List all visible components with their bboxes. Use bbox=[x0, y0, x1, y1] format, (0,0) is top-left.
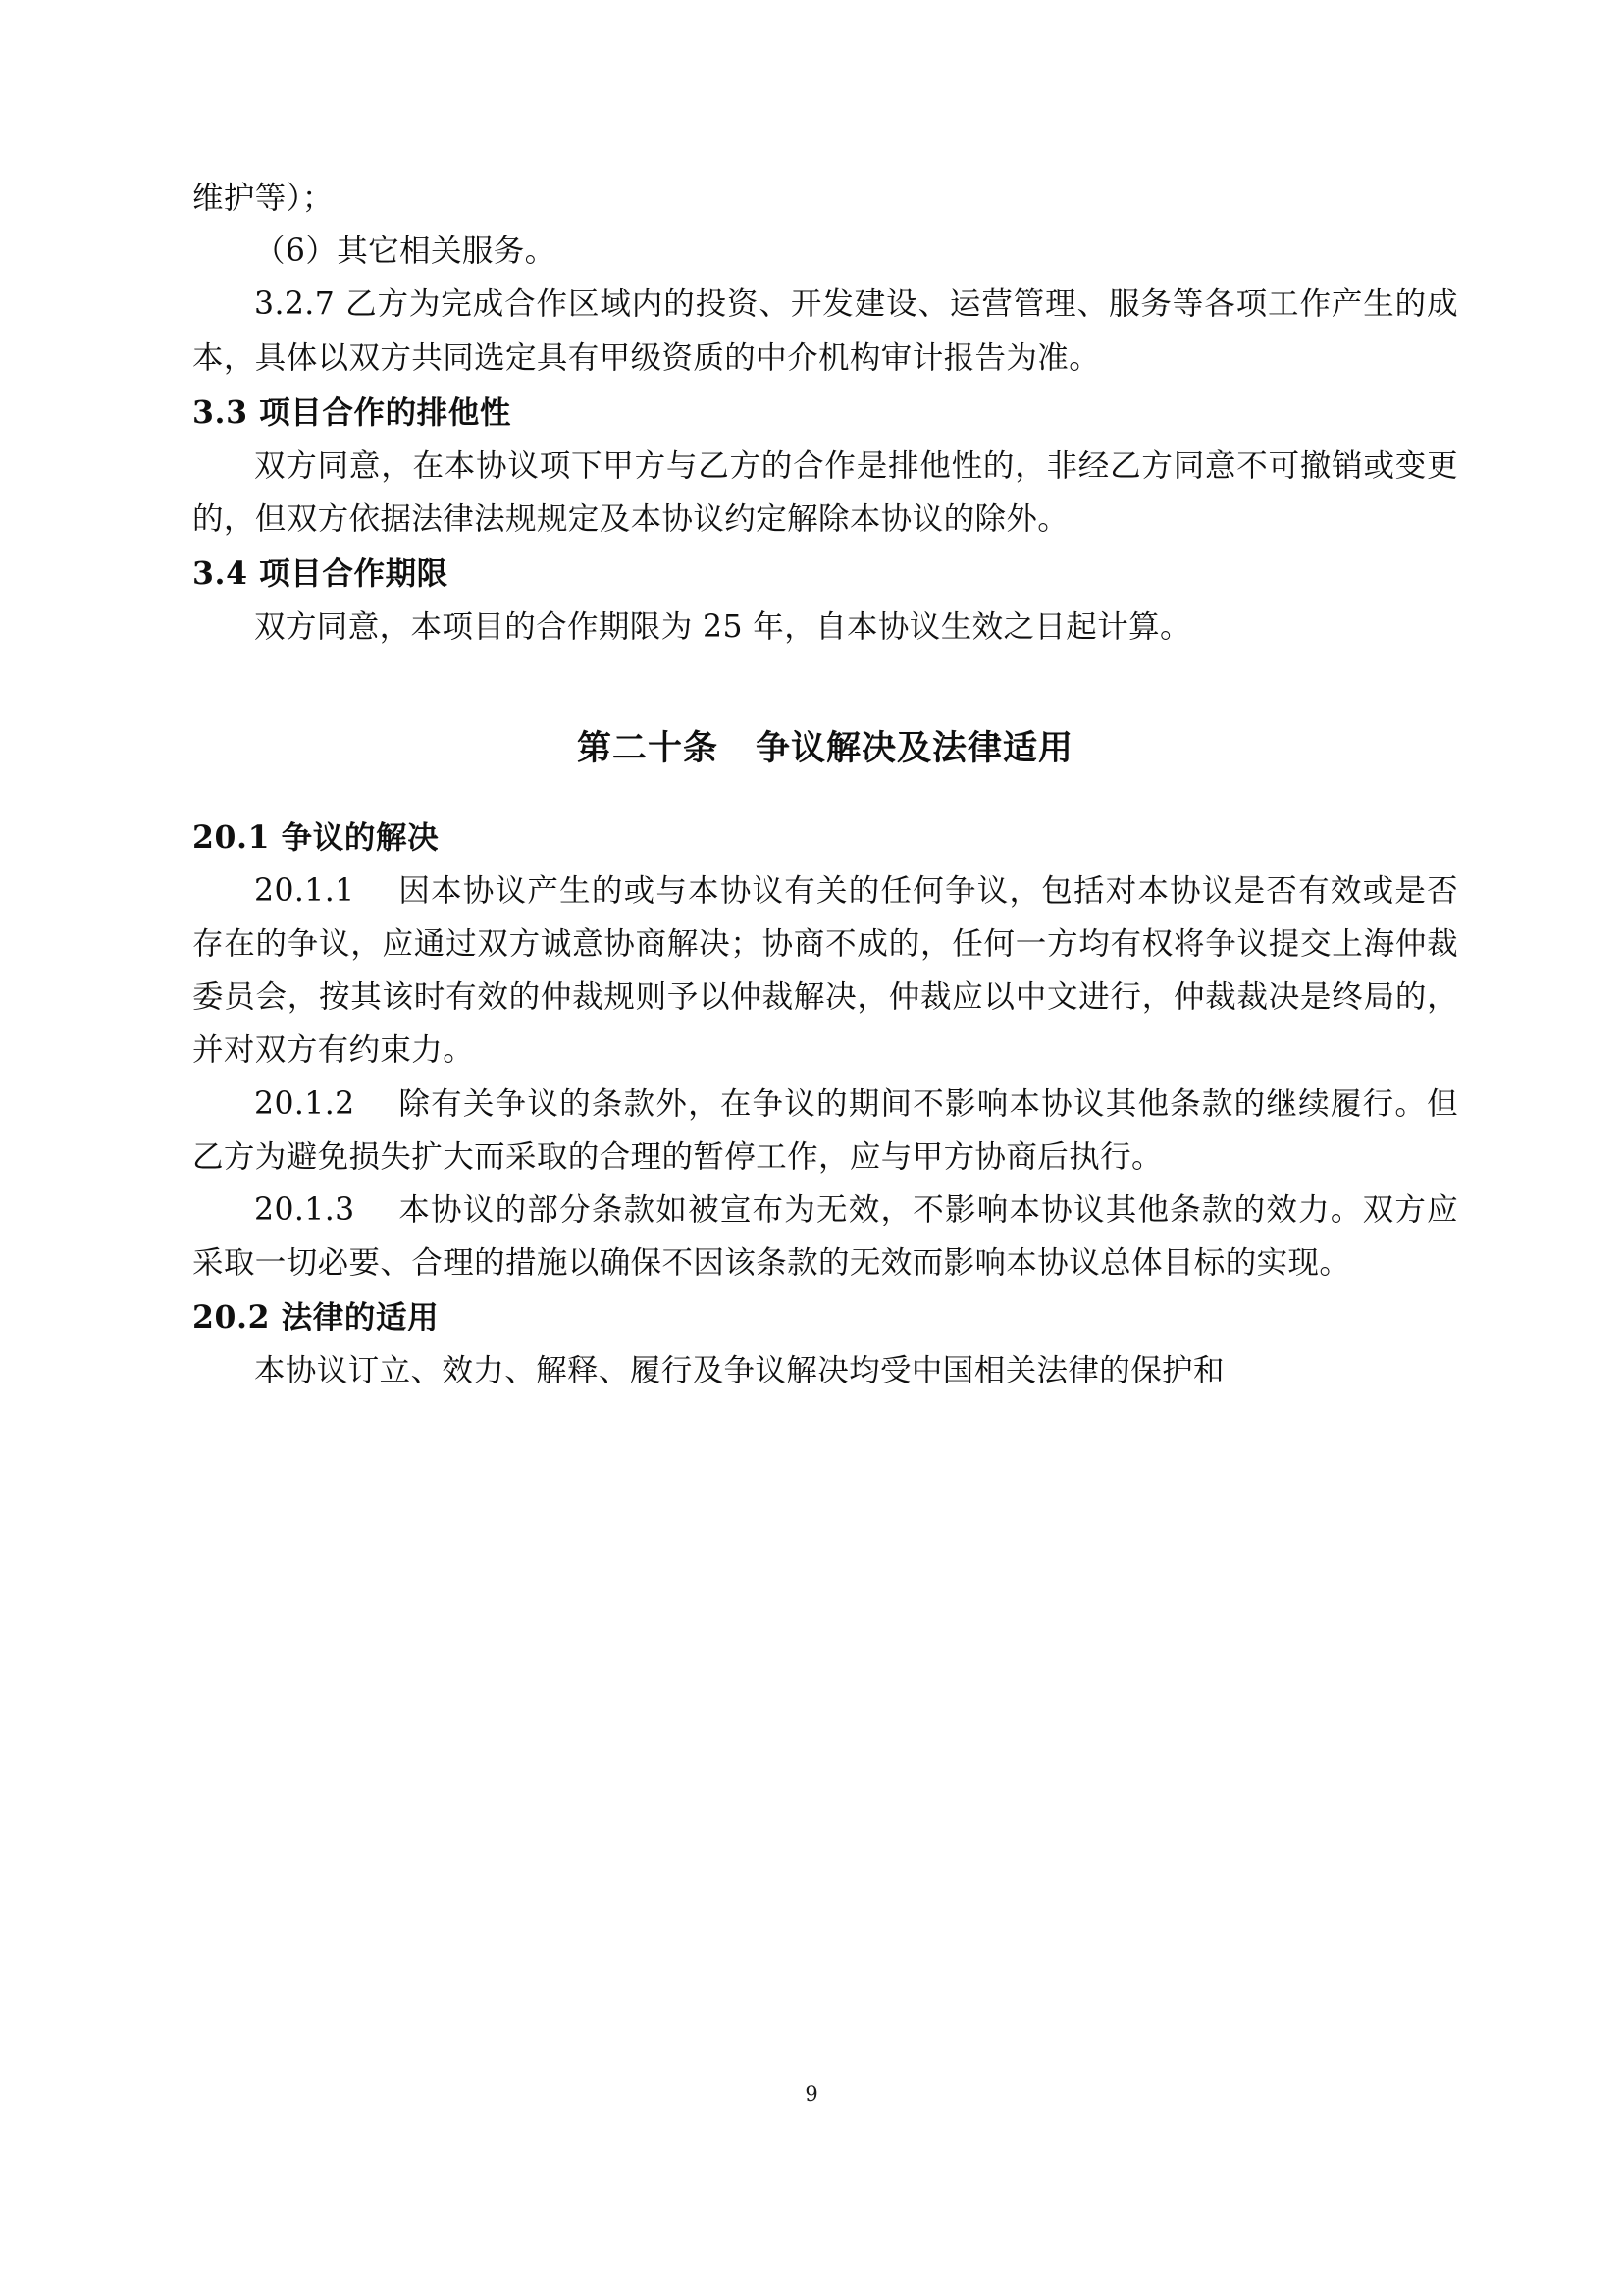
section-title-number: 第二十条 bbox=[576, 727, 718, 768]
heading-3-3: 3.3 项目合作的排他性 bbox=[192, 393, 511, 431]
page-content bbox=[192, 172, 1458, 1398]
section-title-text: 争议解决及法律适用 bbox=[756, 727, 1074, 768]
paragraph-20-1-2: 20.1.2 除有关争议的条款外，在争议的期间不影响本协议其他条款的继续履行。但乙方为避免损失扩大而采取的合理的暂停工作，应与甲方协商后执行。 bbox=[192, 1085, 1458, 1174]
page-number: 9 bbox=[805, 2082, 818, 2106]
heading-20-2: 20.2 法律的适用 bbox=[192, 1299, 440, 1336]
heading-20-1: 20.1 争议的解决 bbox=[192, 818, 440, 856]
paragraph-20-1-3: 20.1.3 本协议的部分条款如被宣布为无效，不影响本协议其他条款的效力。双方应采取一切必要、合理的措施以确保不因该条款的无效而影响本协议总体目标的实现。 bbox=[192, 1191, 1458, 1281]
heading-3-4: 3.4 项目合作期限 bbox=[192, 555, 448, 593]
section-title bbox=[192, 719, 1458, 778]
paragraph-maintenance: 维护等）； bbox=[192, 181, 334, 216]
paragraph-20-1-1: 20.1.1 因本协议产生的或与本协议有关的任何争议，包括对本协议是否有效或是否存在的争议，应通过双方诚意协商解决；协商不成的，任何一方均有权将争议提交上海仲裁委员会，按其该时有效的仲裁规则予以仲裁解决，仲裁应以中文进行，仲裁裁决是终局的，并对双方有约束力。 bbox=[192, 872, 1458, 1069]
paragraph-20-2-body: 本协议订立、效力、解释、履行及争议解决均受中国相关法律的保护和 bbox=[254, 1353, 1225, 1389]
paragraph-item-6: （6）其它相关服务。 bbox=[254, 234, 556, 270]
paragraph-3-2-7: 3.2.7 乙方为完成合作区域内的投资、开发建设、运营管理、服务等各项工作产生的成本，具体以双方共同选定具有甲级资质的中介机构审计报告为准。 bbox=[192, 287, 1458, 376]
paragraph-3-4-body: 双方同意，本项目的合作期限为 25 年，自本协议生效之日起计算。 bbox=[254, 609, 1191, 646]
paragraph-3-3-body: 双方同意，在本协议项下甲方与乙方的合作是排他性的，非经乙方同意不可撤销或变更的，但双方依据法律法规规定及本协议约定解除本协议的除外。 bbox=[192, 447, 1458, 538]
